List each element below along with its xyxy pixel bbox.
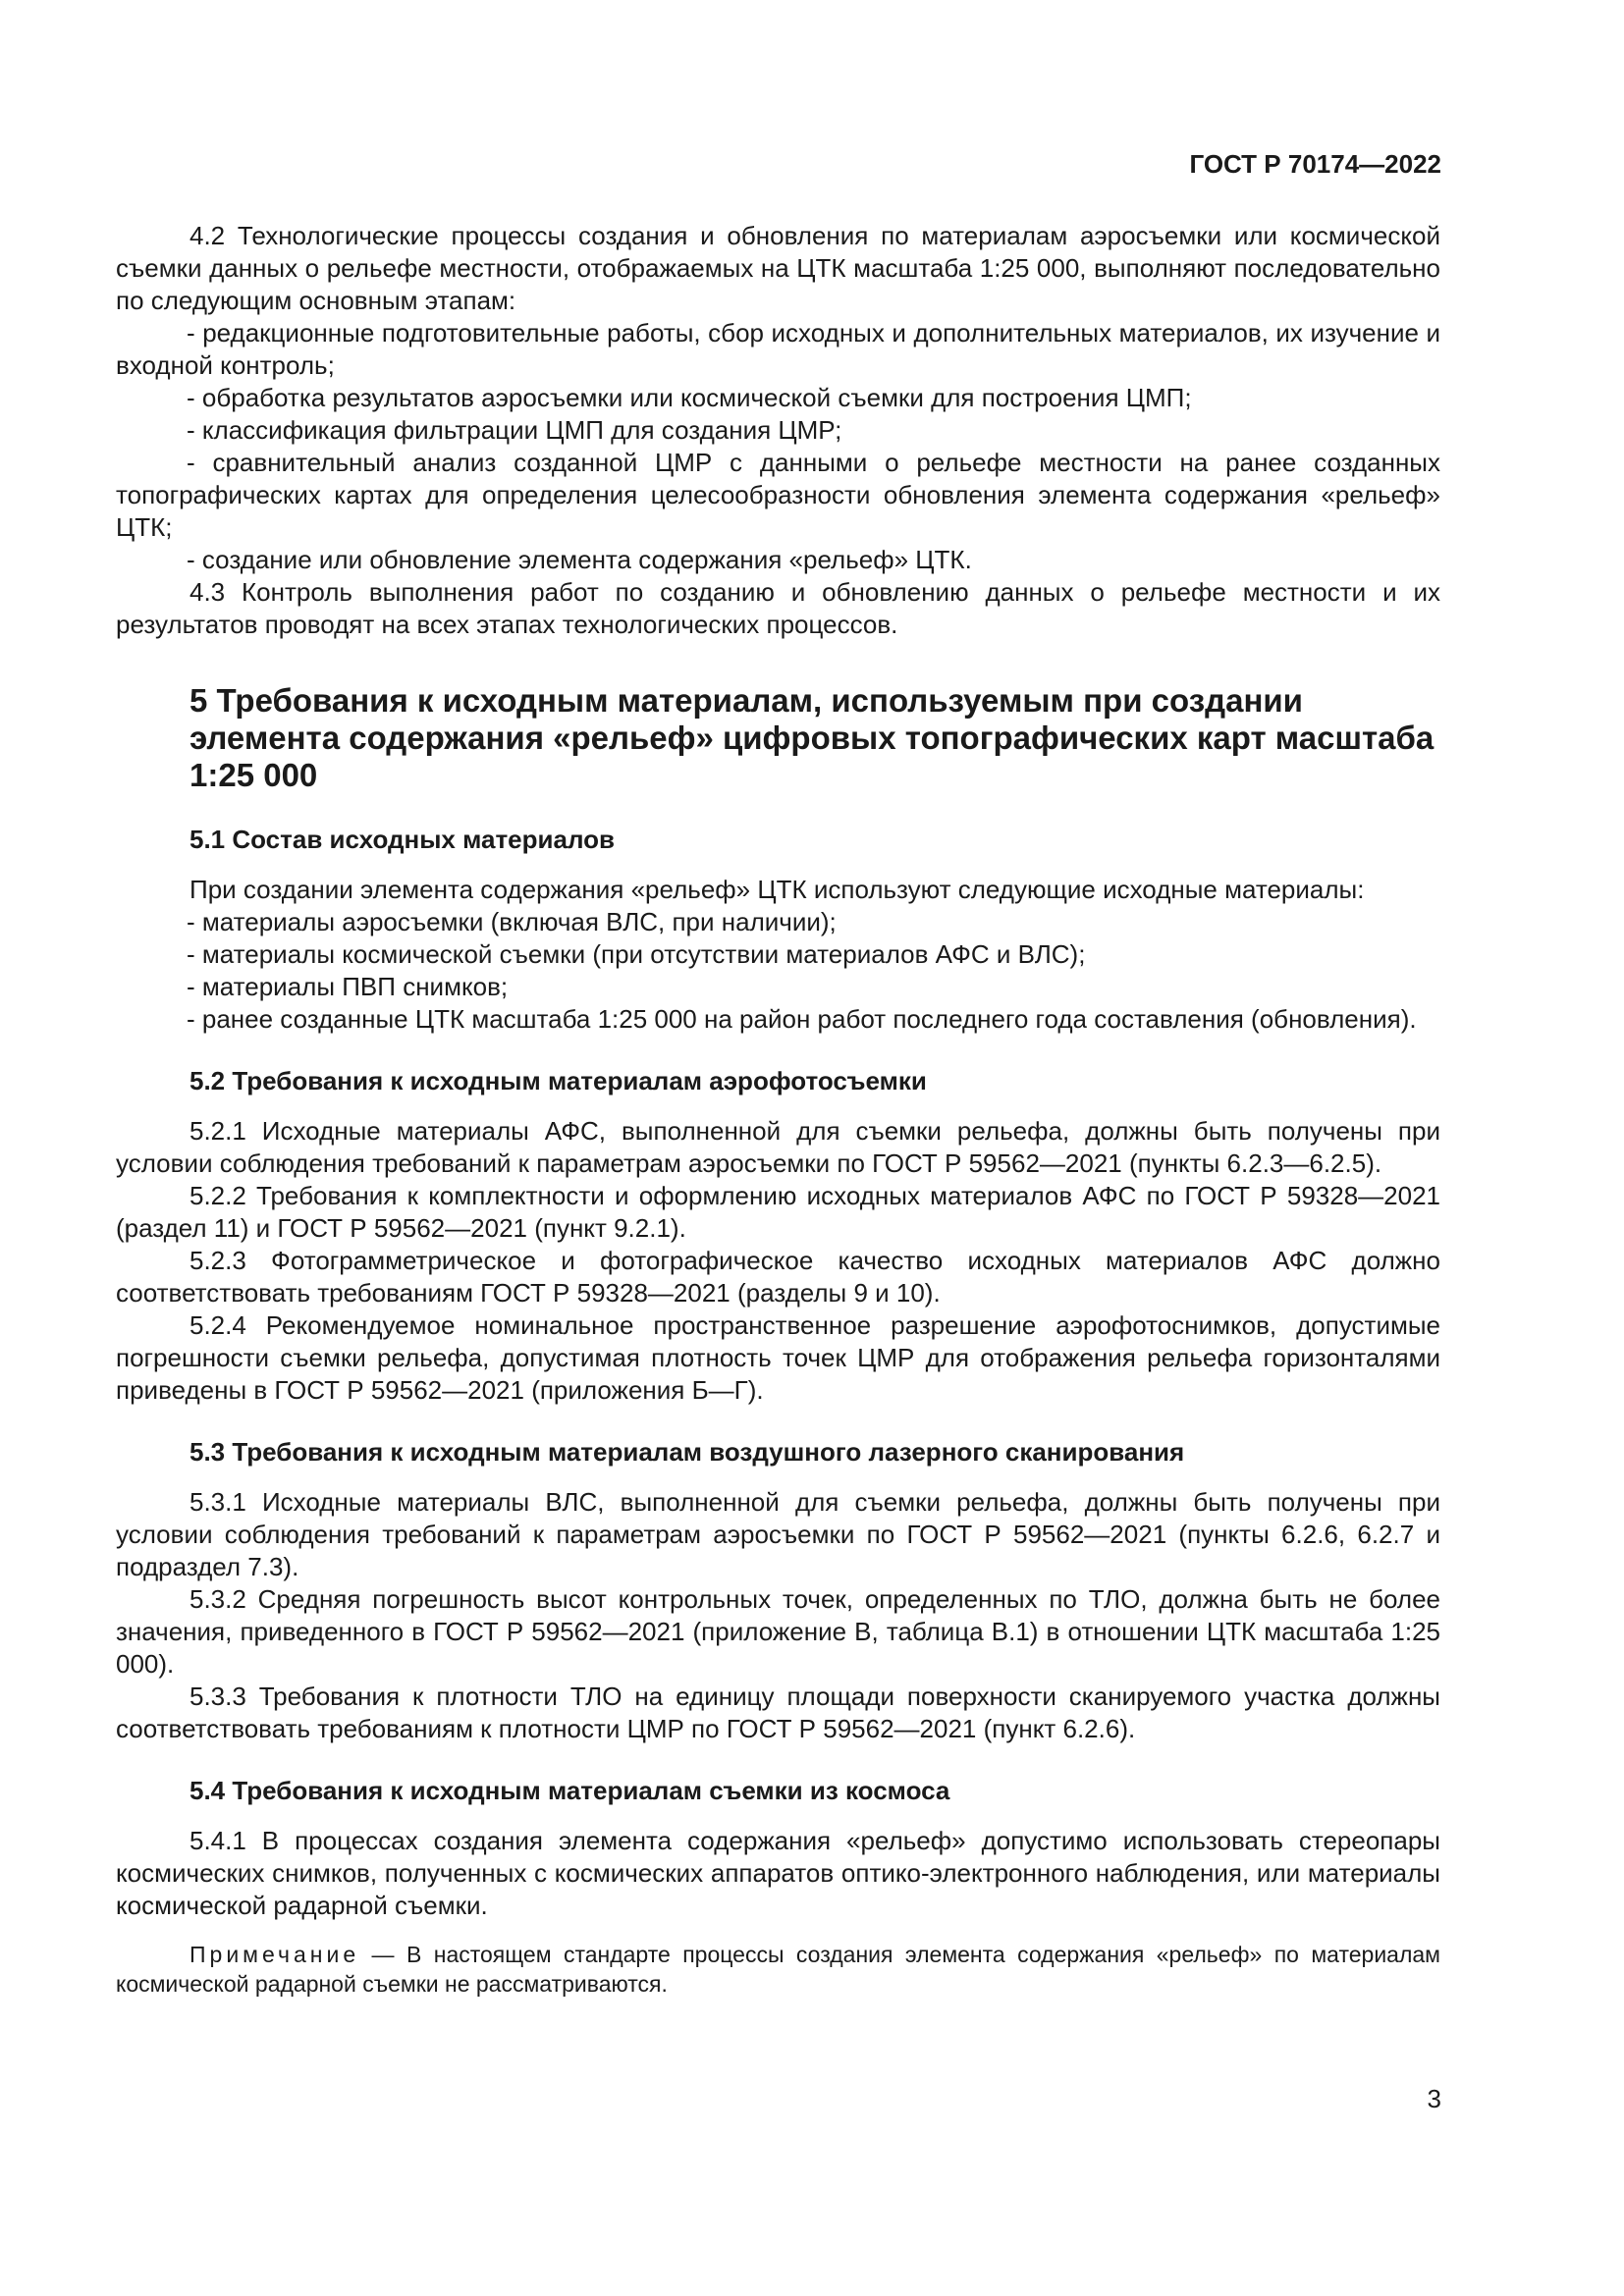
paragraph-5-3-3: 5.3.3 Требования к плотности ТЛО на единицу площади поверхности сканируемого участка должны соответствовать требованиям к плотности ЦМР по ГОСТ Р 59562—2021 (пункт 6.2.6). [116, 1682, 1440, 1743]
list-item: - обработка результатов аэросъемки или космической съемки для построения ЦМП; [187, 383, 1192, 412]
note [116, 1940, 1440, 1999]
list-item: - материалы аэросъемки (включая ВЛС, при наличии); [187, 907, 837, 936]
note-text: — В настоящем стандарте процессы создания элемента содержания «рельеф» по материалам космической радарной съемки не рассматриваются. [116, 1942, 1440, 1997]
note-label: Примечание [189, 1942, 360, 1967]
paragraph-5-3-1: 5.3.1 Исходные материалы ВЛС, выполненной для съемки рельефа, должны быть получены при условии соблюдения требований к параметрам аэросъемки по ГОСТ Р 59562—2021 (пункты 6.2.6, 6.2.7 и подраздел 7.3). [116, 1487, 1440, 1581]
list-item: - сравнительный анализ созданной ЦМР с данными о рельефе местности на ранее созданных топографических картах для определения целесообразности обновления элемента содержания «рельеф» ЦТК; [116, 448, 1440, 542]
paragraph-5-2-4: 5.2.4 Рекомендуемое номинальное пространственное разрешение аэрофотоснимков, допустимые погрешности съемки рельефа, допустимая плотность точек ЦМР для отображения рельефа горизонталями приведены в ГОСТ Р 59562—2021 (приложения Б—Г). [116, 1310, 1440, 1405]
subsection-5-1-title: 5.1 Состав исходных материалов [189, 825, 615, 854]
paragraph-5-2-3: 5.2.3 Фотограмметрическое и фотографическое качество исходных материалов АФС должно соответствовать требованиям ГОСТ Р 59328—2021 (разделы 9 и 10). [116, 1246, 1440, 1308]
list-item: - материалы ПВП снимков; [187, 972, 509, 1001]
paragraph-5-3-2: 5.3.2 Средняя погрешность высот контрольных точек, определенных по ТЛО, должна быть не более значения, приведенного в ГОСТ Р 59562—2021 (приложение В, таблица В.1) в отношении ЦТК масштаба 1:25 000). [116, 1584, 1440, 1679]
paragraph-4-3: 4.3 Контроль выполнения работ по созданию и обновлению данных о рельефе местности и их результатов проводят на всех этапах технологических процессов. [116, 577, 1440, 639]
paragraph-5-2-1: 5.2.1 Исходные материалы АФС, выполненной для съемки рельефа, должны быть получены при условии соблюдения требований к параметрам аэросъемки по ГОСТ Р 59562—2021 (пункты 6.2.3—6.2.5). [116, 1116, 1440, 1178]
document-header: ГОСТ Р 70174—2022 [1189, 149, 1441, 179]
list-item: - создание или обновление элемента содержания «рельеф» ЦТК. [187, 545, 972, 574]
page-number: 3 [1427, 2084, 1441, 2113]
list-item: - материалы космической съемки (при отсутствии материалов АФС и ВЛС); [187, 939, 1086, 969]
subsection-5-3-title: 5.3 Требования к исходным материалам воздушного лазерного сканирования [189, 1437, 1185, 1467]
list-item: - классификация фильтрации ЦМП для создания ЦМР; [187, 415, 842, 445]
list-item: - редакционные подготовительные работы, сбор исходных и дополнительных материалов, их изучение и входной контроль; [116, 318, 1440, 380]
subsection-5-4-title: 5.4 Требования к исходным материалам съемки из космоса [189, 1776, 950, 1805]
paragraph-5-4-1: 5.4.1 В процессах создания элемента содержания «рельеф» допустимо использовать стереопары космических снимков, полученных с космических аппаратов оптико-электронного наблюдения, или материалы космической радарной съемки. [116, 1826, 1440, 1920]
list-item: - ранее созданные ЦТК масштаба 1:25 000 на район работ последнего года составления (обновления). [187, 1004, 1417, 1034]
document-body [116, 220, 1440, 1999]
paragraph-5-1-intro: При создании элемента содержания «рельеф» ЦТК используют следующие исходные материалы: [189, 875, 1365, 904]
paragraph-4-2: 4.2 Технологические процессы создания и обновления по материалам аэросъемки или космической съемки данных о рельефе местности, отображаемых на ЦТК масштаба 1:25 000, выполняют последовательно по следующим основным этапам: [116, 221, 1440, 315]
section-5-title: 5 Требования к исходным материалам, используемым при создании элемента содержания «рельеф» цифровых топографических карт масштаба 1:25 000 [189, 682, 1435, 793]
subsection-5-2-title: 5.2 Требования к исходным материалам аэрофотосъемки [189, 1066, 927, 1095]
paragraph-5-2-2: 5.2.2 Требования к комплектности и оформлению исходных материалов АФС по ГОСТ Р 59328—2021 (раздел 11) и ГОСТ Р 59562—2021 (пункт 9.2.1). [116, 1181, 1440, 1243]
